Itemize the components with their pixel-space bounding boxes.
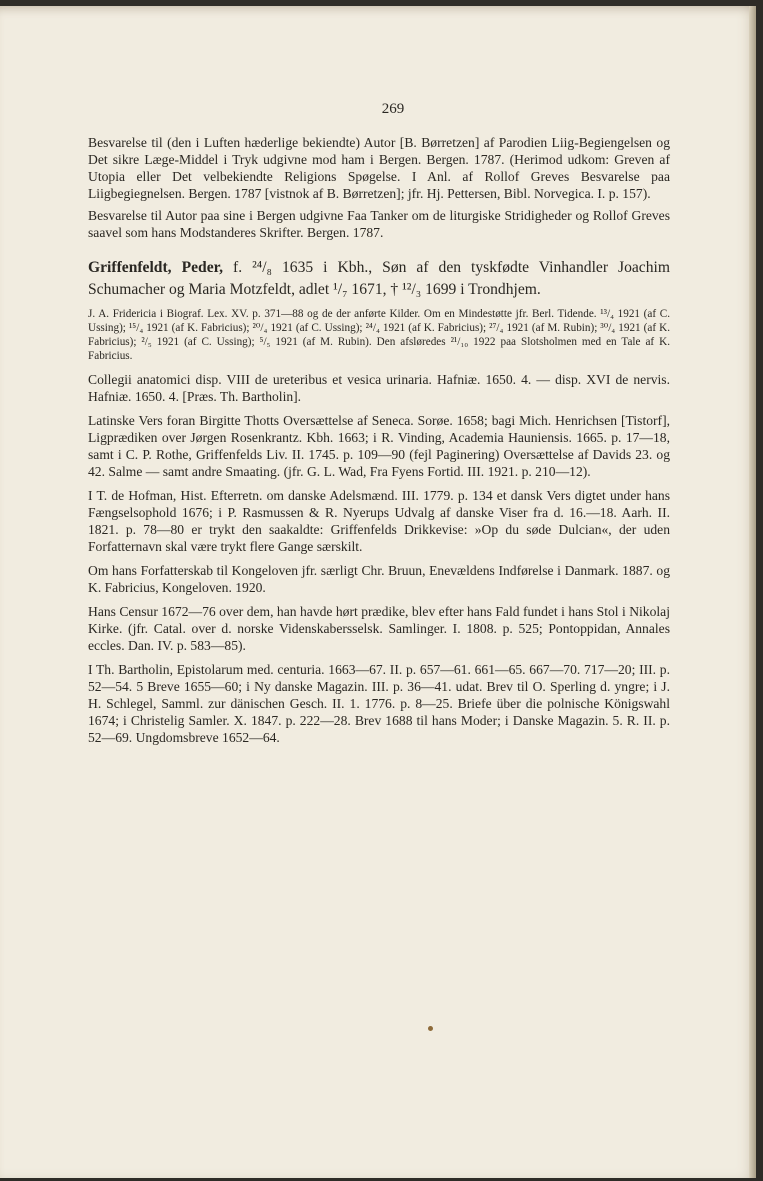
paragraph-besvarelse-1: Besvarelse til (den i Luften hæderlige bekiendte) Autor [B. Børretzen] af Parodien Liig-Begiengelsen og Det sikre Læge-Middel i Tryk udgivne mod ham i Bergen. Bergen. 1787. (Herimod udkom: Greven af Utopia eller Det velbekiendte Religions Spøgelse. I Anl. af Rollof Greves Besvarelse paa Liigbegiegnelsen. Bergen. 1787 [vistnok af B. Børretzen]; jfr. Hj. Pettersen, Bibl. Norvegica. I. p. 157). bbox=[88, 135, 670, 201]
ink-spot bbox=[428, 1026, 433, 1031]
bibliography-item: I Th. Bartholin, Epistolarum med. centuria. 1663—67. II. p. 657—61. 661—65. 667—70. 717—20; III. p. 52—54. 5 Breve 1655—60; i Ny danske Magazin. III. p. 36—41. udat. Brev til O. Sperling d. yngre; i J. H. Schlegel, Samml. zur dänischen Gesch. II. 1. 1776. p. 8—25. Briefe über die polnische Königswahl 1674; i Christelig Samler. X. 1847. p. 222—28. Brev 1688 til hans Moder; i Danske Magazin. 5. R. II. p. 52—69. Ungdomsbreve 1652—64. bbox=[88, 662, 670, 745]
bibliography-item: Collegii anatomici disp. VIII de ureteribus et vesica urinaria. Hafniæ. 1650. 4. — disp. XVI de nervis. Hafniæ. 1650. 4. [Præs. Th. Bartholin]. bbox=[88, 372, 670, 404]
page-number: 269 bbox=[381, 101, 405, 117]
bibliography-item: I T. de Hofman, Hist. Efterretn. om danske Adelsmænd. III. 1779. p. 134 et dansk Vers digtet under hans Fængselsophold 1676; i P. Rasmussen & R. Nyerups Udvalg af danske Viser fra d. 16.—18. Aarh. II. 1821. p. 78—80 er trykt den saakaldte: Griffenfelds Drikkevise: »Op du søde Dulcian«, der uden Forfatternavn skal være trykt flere Gange særskilt. bbox=[88, 488, 670, 554]
paragraph-besvarelse-2: Besvarelse til Autor paa sine i Bergen udgivne Faa Tanker om de liturgiske Stridigheder og Rollof Greves saavel som hans Modstanderes Skrifter. Bergen. 1787. bbox=[88, 208, 670, 240]
entry-bio: f. ²⁴/₈ 1635 i Kbh., Søn af den tyskfødte Vinhandler Joachim Schumacher og Maria Motzfeldt, adlet ¹/₇ 1671, † ¹²/₃ 1699 i Trondhjem. bbox=[88, 259, 670, 298]
book-page bbox=[0, 6, 756, 1178]
bibliography-item: Hans Censur 1672—76 over dem, han havde hørt prædike, blev efter hans Fald fundet i hans Stol i Nikolaj Kirke. (jfr. Catal. over d. norske Videnskabersselsk. Samlinger. I. 1808. p. 525; Pontoppidan, Annales eccles. Dan. IV. p. 583—85). bbox=[88, 604, 670, 653]
sources-text: J. A. Fridericia i Biograf. Lex. XV. p. 371—88 og de der anførte Kilder. Om en Mindestøtte jfr. Berl. Tidende. ¹³/₄ 1921 (af C. Ussing); ¹⁵/₄ 1921 (af K. Fabricius); ²⁰/₄ 1921 (af C. Ussing); ²⁴/₄ 1921 (af K. Fabricius); ²⁷/₄ 1921 (af M. Rubin); ³⁰/₄ 1921 (af K. Fabricius); ²/₅ 1921 (af C. Ussing); ⁵/₅ 1921 (af M. Rubin). Den afsløredes ²¹/₁₀ 1922 paa Slotsholmen med en Tale af K. Fabricius. bbox=[88, 308, 670, 362]
page-edge bbox=[749, 6, 756, 1178]
page-content bbox=[88, 101, 670, 753]
bibliography bbox=[88, 371, 670, 746]
entry-name: Griffenfeldt, Peder, bbox=[88, 259, 224, 276]
bibliography-item: Om hans Forfatterskab til Kongeloven jfr. særligt Chr. Bruun, Enevældens Indførelse i Danmark. 1887. og K. Fabricius, Kongeloven. 1920. bbox=[88, 563, 670, 595]
entry-heading bbox=[88, 257, 670, 301]
sources-block bbox=[88, 307, 670, 363]
bibliography-item: Latinske Vers foran Birgitte Thotts Oversættelse af Seneca. Sorøe. 1658; bagi Mich. Henrichsen [Tistorf], Ligprædiken over Jørgen Rosenkrantz. Kbh. 1663; i R. Vinding, Academia Hauniensis. 1665. p. 17—18, samt i C. P. Rothe, Griffenfelds Liv. II. 1745. p. 109—90 (fejl Paginering) Oversættelse af Davids 23. og 42. Salme — samt andre Smaating. (jfr. G. L. Wad, Fra Fyens Fortid. III. 1921. p. 210—12). bbox=[88, 413, 670, 479]
